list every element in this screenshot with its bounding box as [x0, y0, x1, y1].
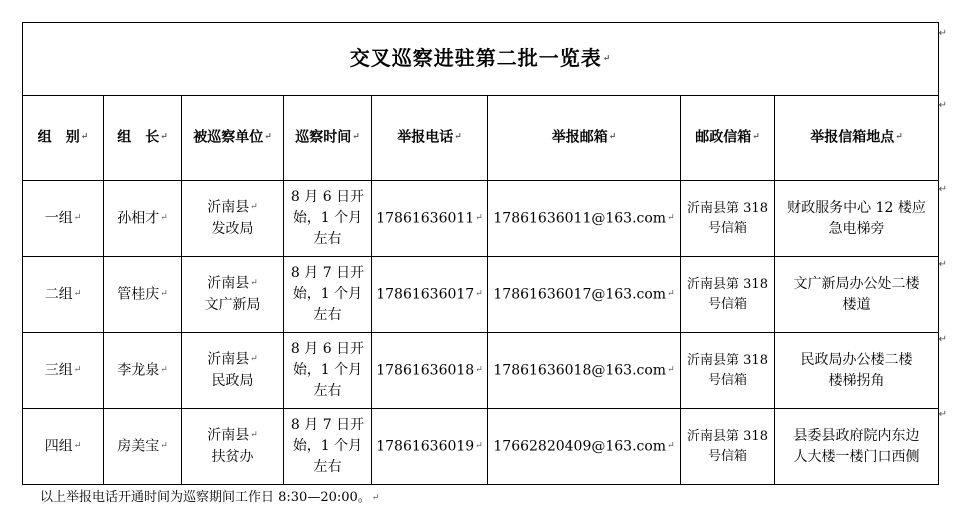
paragraph-mark: ↵ — [371, 492, 380, 503]
header-time: 巡察时间↵ — [284, 96, 372, 181]
row-end-mark: ↵ — [938, 334, 947, 345]
header-row — [23, 96, 939, 181]
header-unit: 被巡察单位↵ — [182, 96, 284, 181]
header-leader: 组 长↵ — [104, 96, 182, 181]
cell-unit: 沂南县↵ 发改局 — [182, 181, 284, 257]
footnote — [40, 486, 379, 505]
header-phone: 举报电话↵ — [372, 96, 488, 181]
cell-phone: 17861636018↵ — [372, 333, 488, 409]
table-title — [23, 23, 939, 96]
table-row — [23, 409, 939, 485]
row-end-mark: ↵ — [938, 259, 947, 270]
cell-leader: 李龙泉↵ — [104, 333, 182, 409]
cell-time: 8 月 6 日开 始，1 个月 左右 — [284, 181, 372, 257]
cell-time: 8 月 7 日开 始，1 个月 左右 — [284, 257, 372, 333]
cell-email: 17861636011@163.com↵ — [488, 181, 681, 257]
cell-phone: 17861636019↵ — [372, 409, 488, 485]
cell-email: 17861636017@163.com↵ — [488, 257, 681, 333]
cell-location: 财政服务中心 12 楼应 急电梯旁 — [775, 181, 939, 257]
cell-location: 民政局办公楼二楼 楼梯拐角 — [775, 333, 939, 409]
cell-phone: 17861636011↵ — [372, 181, 488, 257]
table-row — [23, 181, 939, 257]
header-location: 举报信箱地点↵ — [775, 96, 939, 181]
cell-unit: 沂南县↵ 文广新局 — [182, 257, 284, 333]
header-pobox: 邮政信箱↵ — [681, 96, 775, 181]
table-row — [23, 333, 939, 409]
footnote-text: 以上举报电话开通时间为巡察期间工作日 8:30—20:00。 — [40, 490, 371, 505]
cell-group: 一组↵ — [23, 181, 104, 257]
cell-leader: 房美宝↵ — [104, 409, 182, 485]
header-group: 组 别↵ — [23, 96, 104, 181]
cell-time: 8 月 6 日开 始，1 个月 左右 — [284, 333, 372, 409]
cell-pobox: 沂南县第 318 号信箱 — [681, 257, 775, 333]
cell-email: 17662820409@163.com↵ — [488, 409, 681, 485]
paragraph-mark: ↵ — [602, 54, 612, 64]
row-end-mark: ↵ — [938, 184, 947, 195]
row-end-mark: ↵ — [938, 28, 947, 39]
cell-group: 四组↵ — [23, 409, 104, 485]
cell-unit: 沂南县↵ 民政局 — [182, 333, 284, 409]
row-end-mark: ↵ — [938, 409, 947, 420]
cell-time: 8 月 7 日开 始，1 个月 左右 — [284, 409, 372, 485]
cell-leader: 孙相才↵ — [104, 181, 182, 257]
header-email: 举报邮箱↵ — [488, 96, 681, 181]
cell-location: 文广新局办公处二楼 楼道 — [775, 257, 939, 333]
cell-pobox: 沂南县第 318 号信箱 — [681, 333, 775, 409]
cell-pobox: 沂南县第 318 号信箱 — [681, 409, 775, 485]
inspection-table-sheet — [22, 22, 938, 485]
cell-location: 县委县政府院内东边 人大楼一楼门口西侧 — [775, 409, 939, 485]
cell-leader: 管桂庆↵ — [104, 257, 182, 333]
inspection-table — [22, 22, 939, 485]
table-row — [23, 257, 939, 333]
cell-pobox: 沂南县第 318 号信箱 — [681, 181, 775, 257]
cell-unit: 沂南县↵ 扶贫办 — [182, 409, 284, 485]
cell-email: 17861636018@163.com↵ — [488, 333, 681, 409]
cell-group: 二组↵ — [23, 257, 104, 333]
cell-group: 三组↵ — [23, 333, 104, 409]
row-end-mark: ↵ — [938, 100, 947, 111]
table-title-text: 交叉巡察进驻第二批一览表 — [349, 46, 602, 70]
cell-phone: 17861636017↵ — [372, 257, 488, 333]
